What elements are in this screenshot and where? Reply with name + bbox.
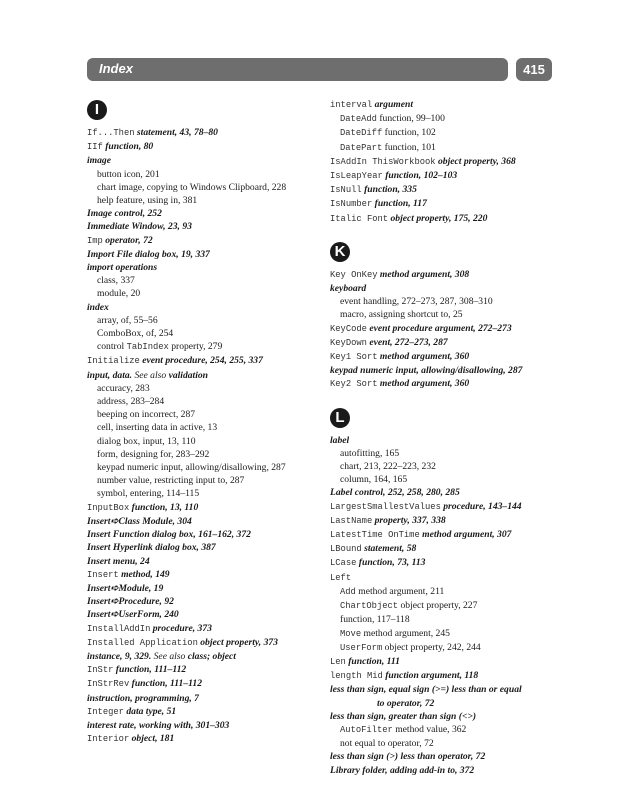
index-entry <box>330 268 565 282</box>
code-term: Initialize <box>87 356 140 367</box>
code-term: DateAdd <box>340 114 377 125</box>
code-term: DatePart <box>340 142 383 153</box>
entry-text: function, 111–112 <box>129 678 203 690</box>
index-column-right <box>330 98 565 777</box>
entry-text: Insert➪Class Module, 304 <box>87 515 192 527</box>
index-entry <box>330 764 565 777</box>
entry-text: input, data. <box>87 369 133 381</box>
entry-text: keypad numeric input, allowing/disallowing, 287 <box>97 462 286 474</box>
index-entry <box>87 369 312 382</box>
index-entry <box>330 434 565 447</box>
entry-text: module, 20 <box>97 288 141 300</box>
entry-text: beeping on incorrect, 287 <box>97 409 196 421</box>
entry-text: array, of, 55–56 <box>97 314 158 326</box>
entry-text: chart image, copying to Windows Clipboard, 228 <box>97 181 287 193</box>
index-entry <box>330 697 565 710</box>
entry-text: instance, 9, 329. <box>87 650 152 662</box>
entry-text: function, 80 <box>102 141 154 153</box>
index-entry <box>330 655 565 669</box>
entry-text: Library folder, adding add-in to, 372 <box>330 764 475 776</box>
index-entry <box>330 126 565 140</box>
code-term: LBound <box>330 544 362 555</box>
entry-text: Insert menu, 24 <box>87 555 150 567</box>
index-entry <box>87 327 312 340</box>
index-entry <box>330 308 565 321</box>
index-entry <box>330 599 565 613</box>
index-entry <box>87 474 312 487</box>
entry-text: function, 117 <box>372 198 427 210</box>
index-entry <box>87 677 312 691</box>
entry-text: property, 337, 338 <box>372 514 446 526</box>
entry-text: function, 99–100 <box>376 113 445 125</box>
entry-text: ComboBox, of, 254 <box>97 328 174 340</box>
entry-list-i <box>87 126 312 746</box>
index-entry <box>330 737 565 750</box>
code-term: Left <box>330 572 352 583</box>
entry-text: Insert➪Module, 19 <box>87 582 164 594</box>
index-entry <box>87 248 312 261</box>
entry-text: less than sign, equal sign (>=) less than or equal <box>330 684 522 696</box>
index-entry <box>330 556 565 570</box>
entry-text: See also <box>151 650 188 662</box>
index-entry <box>87 168 312 181</box>
code-term: Add <box>340 586 356 597</box>
index-entry <box>87 181 312 194</box>
index-entry <box>330 528 565 542</box>
code-term: InstallAddIn <box>87 623 151 634</box>
index-entry <box>330 460 565 473</box>
index-entry <box>330 486 565 499</box>
index-entry <box>87 448 312 461</box>
entry-text: class, 337 <box>97 275 135 287</box>
index-entry <box>330 571 565 585</box>
index-entry <box>330 282 565 295</box>
entry-text: statement, 43, 78–80 <box>134 127 218 138</box>
index-entry <box>87 220 312 233</box>
entry-text: Insert Function dialog box, 161–162, 372 <box>87 529 251 541</box>
page-number: 415 <box>516 58 552 81</box>
entry-text: function, 111 <box>345 655 400 667</box>
code-term: LCase <box>330 558 357 569</box>
index-entry <box>330 627 565 641</box>
code-term: Key2 Sort <box>330 379 378 390</box>
code-term: LastName <box>330 515 373 526</box>
entry-text: validation <box>168 369 209 381</box>
entry-text: keyboard <box>330 283 367 295</box>
code-term: TabIndex <box>126 342 169 353</box>
entry-text: less than sign, greater than sign (<>) <box>330 710 477 722</box>
index-entry <box>87 622 312 636</box>
index-entry <box>87 461 312 474</box>
code-term: LargestSmallestValues <box>330 501 441 512</box>
index-entry <box>87 719 312 732</box>
entry-text: object property, 175, 220 <box>388 212 488 224</box>
index-entry <box>87 314 312 327</box>
index-entry <box>330 613 565 626</box>
entry-text: method, 149 <box>118 568 170 580</box>
code-term: Key OnKey <box>330 269 378 280</box>
code-term: KeyDown <box>330 337 367 348</box>
index-entry <box>87 732 312 746</box>
code-term: Interior <box>87 734 130 745</box>
index-entry <box>330 141 565 155</box>
code-term: IsNumber <box>330 199 373 210</box>
code-term: IsAddIn ThisWorkbook <box>330 156 436 167</box>
entry-text: function, 117–118 <box>340 614 410 626</box>
index-entry <box>330 98 565 112</box>
code-term: Integer <box>87 706 124 717</box>
entry-text: macro, assigning shortcut to, 25 <box>340 309 463 321</box>
index-entry <box>87 705 312 719</box>
entry-text: form, designing for, 283–292 <box>97 448 210 460</box>
entry-text: object property, 242, 244 <box>382 641 481 653</box>
index-entry <box>330 322 565 336</box>
entry-text: function, 111–112 <box>113 664 187 676</box>
index-entry <box>87 140 312 154</box>
index-entry <box>87 154 312 167</box>
index-entry <box>330 473 565 486</box>
entry-text: not equal to operator, 72 <box>340 738 434 750</box>
index-entry <box>87 382 312 395</box>
entry-text: keypad numeric input, allowing/disallowing, 287 <box>330 365 523 377</box>
code-term: If...Then <box>87 128 135 138</box>
index-entry <box>330 669 565 683</box>
index-entry <box>87 435 312 448</box>
index-entry <box>330 295 565 308</box>
entry-text: to operator, 72 <box>377 697 435 709</box>
code-term: DateDiff <box>340 128 383 139</box>
code-term: IsNull <box>330 185 362 196</box>
entry-text: column, 164, 165 <box>340 474 408 486</box>
entry-text: data type, 51 <box>123 705 177 717</box>
entry-text: Insert➪UserForm, 240 <box>87 609 179 621</box>
code-term: interval <box>330 100 373 110</box>
code-term: length Mid <box>330 671 383 682</box>
code-term: Insert <box>87 569 119 580</box>
entry-text: event, 272–273, 287 <box>366 336 448 348</box>
code-term: Imp <box>87 235 103 246</box>
entry-text: object property, 373 <box>197 636 278 648</box>
index-entry <box>330 183 565 197</box>
entry-text: index <box>87 301 109 313</box>
entry-text: function argument, 118 <box>382 670 479 682</box>
entry-text: See also <box>132 369 169 381</box>
index-entry <box>87 408 312 421</box>
entry-text: event procedure argument, 272–273 <box>366 322 512 334</box>
index-entry <box>87 501 312 515</box>
entry-text: Label control, 252, 258, 280, 285 <box>330 487 460 499</box>
index-entry <box>87 340 312 354</box>
code-term: Key1 Sort <box>330 352 378 363</box>
entry-list-l <box>330 434 565 777</box>
entry-text: label <box>330 434 350 446</box>
entry-text: interest rate, working with, 301–303 <box>87 719 230 731</box>
index-entry <box>330 542 565 556</box>
code-term: UserForm <box>340 642 383 653</box>
code-term: InputBox <box>87 502 130 513</box>
index-entry <box>87 126 312 140</box>
index-entry <box>87 692 312 705</box>
entry-text: autofitting, 165 <box>340 447 400 459</box>
index-entry <box>87 421 312 434</box>
entry-text: image <box>87 155 111 167</box>
index-entry <box>330 723 565 737</box>
index-entry <box>330 212 565 226</box>
entry-text: operator, 72 <box>102 234 153 246</box>
entry-text: symbol, entering, 114–115 <box>97 488 200 500</box>
index-entry <box>87 487 312 500</box>
section-letter-i: I <box>87 100 107 120</box>
code-term: Italic Font <box>330 213 389 224</box>
code-term: Len <box>330 656 346 667</box>
index-entry <box>87 207 312 220</box>
entry-text: property, 279 <box>168 341 223 353</box>
entry-text: control <box>97 341 127 353</box>
entry-text: function, 101 <box>382 141 436 153</box>
code-term: InStr <box>87 665 114 676</box>
index-entry <box>87 234 312 248</box>
index-entry <box>87 194 312 207</box>
entry-text: class; object <box>187 650 236 662</box>
index-entry <box>330 585 565 599</box>
index-entry <box>330 336 565 350</box>
entry-text: object property, 368 <box>435 155 516 167</box>
entry-text: Import File dialog box, 19, 337 <box>87 248 210 260</box>
index-entry <box>330 641 565 655</box>
index-entry <box>330 514 565 528</box>
index-entry <box>87 354 312 368</box>
entry-text: Image control, 252 <box>87 208 162 220</box>
code-term: Installed Application <box>87 637 198 648</box>
index-entry <box>330 683 565 696</box>
index-entry <box>330 350 565 364</box>
entry-text: function, 73, 113 <box>356 557 426 569</box>
header-title: Index <box>99 61 133 76</box>
entry-text: method argument, 360 <box>377 351 470 363</box>
entry-text: less than sign (>) less than operator, 72 <box>330 751 486 763</box>
index-entry <box>87 555 312 568</box>
entry-text: argument <box>372 99 414 110</box>
index-entry <box>330 364 565 377</box>
index-entry <box>330 500 565 514</box>
index-entry <box>87 541 312 554</box>
header-bar <box>87 58 508 81</box>
entry-list-k <box>330 268 565 392</box>
entry-text: function, 13, 110 <box>129 501 199 513</box>
code-term: ChartObject <box>340 601 399 612</box>
index-entry <box>87 650 312 663</box>
entry-text: object property, 227 <box>398 600 478 612</box>
index-entry <box>87 528 312 541</box>
index-entry <box>330 112 565 126</box>
entry-text: object, 181 <box>129 733 175 745</box>
entry-text: function, 102 <box>382 127 436 139</box>
code-term: IsLeapYear <box>330 171 383 182</box>
entry-text: dialog box, input, 13, 110 <box>97 435 196 447</box>
entry-text: Immediate Window, 23, 93 <box>87 221 192 233</box>
index-entry <box>87 595 312 608</box>
code-term: InStrRev <box>87 679 130 690</box>
entry-text: method argument, 360 <box>377 378 470 390</box>
entry-text: function, 335 <box>361 184 417 196</box>
entry-text: method argument, 307 <box>419 529 512 541</box>
entry-text: Insert Hyperlink dialog box, 387 <box>87 542 216 554</box>
index-entry <box>330 155 565 169</box>
index-entry <box>330 447 565 460</box>
code-term: AutoFilter <box>340 724 393 735</box>
index-entry <box>87 582 312 595</box>
entry-text: method argument, 211 <box>355 585 445 597</box>
entry-text: accuracy, 283 <box>97 382 150 394</box>
code-term: KeyCode <box>330 323 367 334</box>
entry-text: event handling, 272–273, 287, 308–310 <box>340 296 493 308</box>
entry-text: help feature, using in, 381 <box>97 195 198 207</box>
index-entry <box>87 301 312 314</box>
index-entry <box>87 663 312 677</box>
entry-text: instruction, programming, 7 <box>87 692 199 704</box>
entry-text: statement, 58 <box>361 543 417 555</box>
index-entry <box>87 395 312 408</box>
entry-text: method argument, 245 <box>361 627 450 639</box>
entry-text: chart, 213, 222–223, 232 <box>340 461 436 473</box>
code-term: IIf <box>87 142 103 153</box>
section-letter-l: L <box>330 408 350 428</box>
index-entry <box>330 197 565 211</box>
index-entry <box>87 274 312 287</box>
index-entry <box>330 710 565 723</box>
entry-text: Insert➪Procedure, 92 <box>87 596 174 608</box>
code-term: Move <box>340 628 362 639</box>
index-entry <box>87 636 312 650</box>
code-term: LatestTime OnTime <box>330 530 420 541</box>
entry-text: method argument, 308 <box>377 268 470 280</box>
entry-text: method value, 362 <box>392 723 467 735</box>
entry-text: procedure, 373 <box>150 622 212 634</box>
entry-text: address, 283–284 <box>97 396 165 408</box>
entry-text: button icon, 201 <box>97 168 160 180</box>
entry-text: import operations <box>87 262 158 274</box>
index-entry <box>87 515 312 528</box>
entry-text: procedure, 143–144 <box>440 500 522 512</box>
index-entry <box>87 287 312 300</box>
entry-list-i-cont <box>330 98 565 226</box>
entry-text: event procedure, 254, 255, 337 <box>139 355 263 367</box>
entry-text: function, 102–103 <box>382 170 458 182</box>
index-entry <box>87 608 312 621</box>
index-entry <box>330 377 565 391</box>
section-letter-k: K <box>330 242 350 262</box>
index-column-left <box>87 98 312 746</box>
entry-text: number value, restricting input to, 287 <box>97 475 245 487</box>
entry-text: cell, inserting data in active, 13 <box>97 422 218 434</box>
index-entry <box>87 261 312 274</box>
index-entry <box>330 750 565 763</box>
index-entry <box>87 568 312 582</box>
index-entry <box>330 169 565 183</box>
